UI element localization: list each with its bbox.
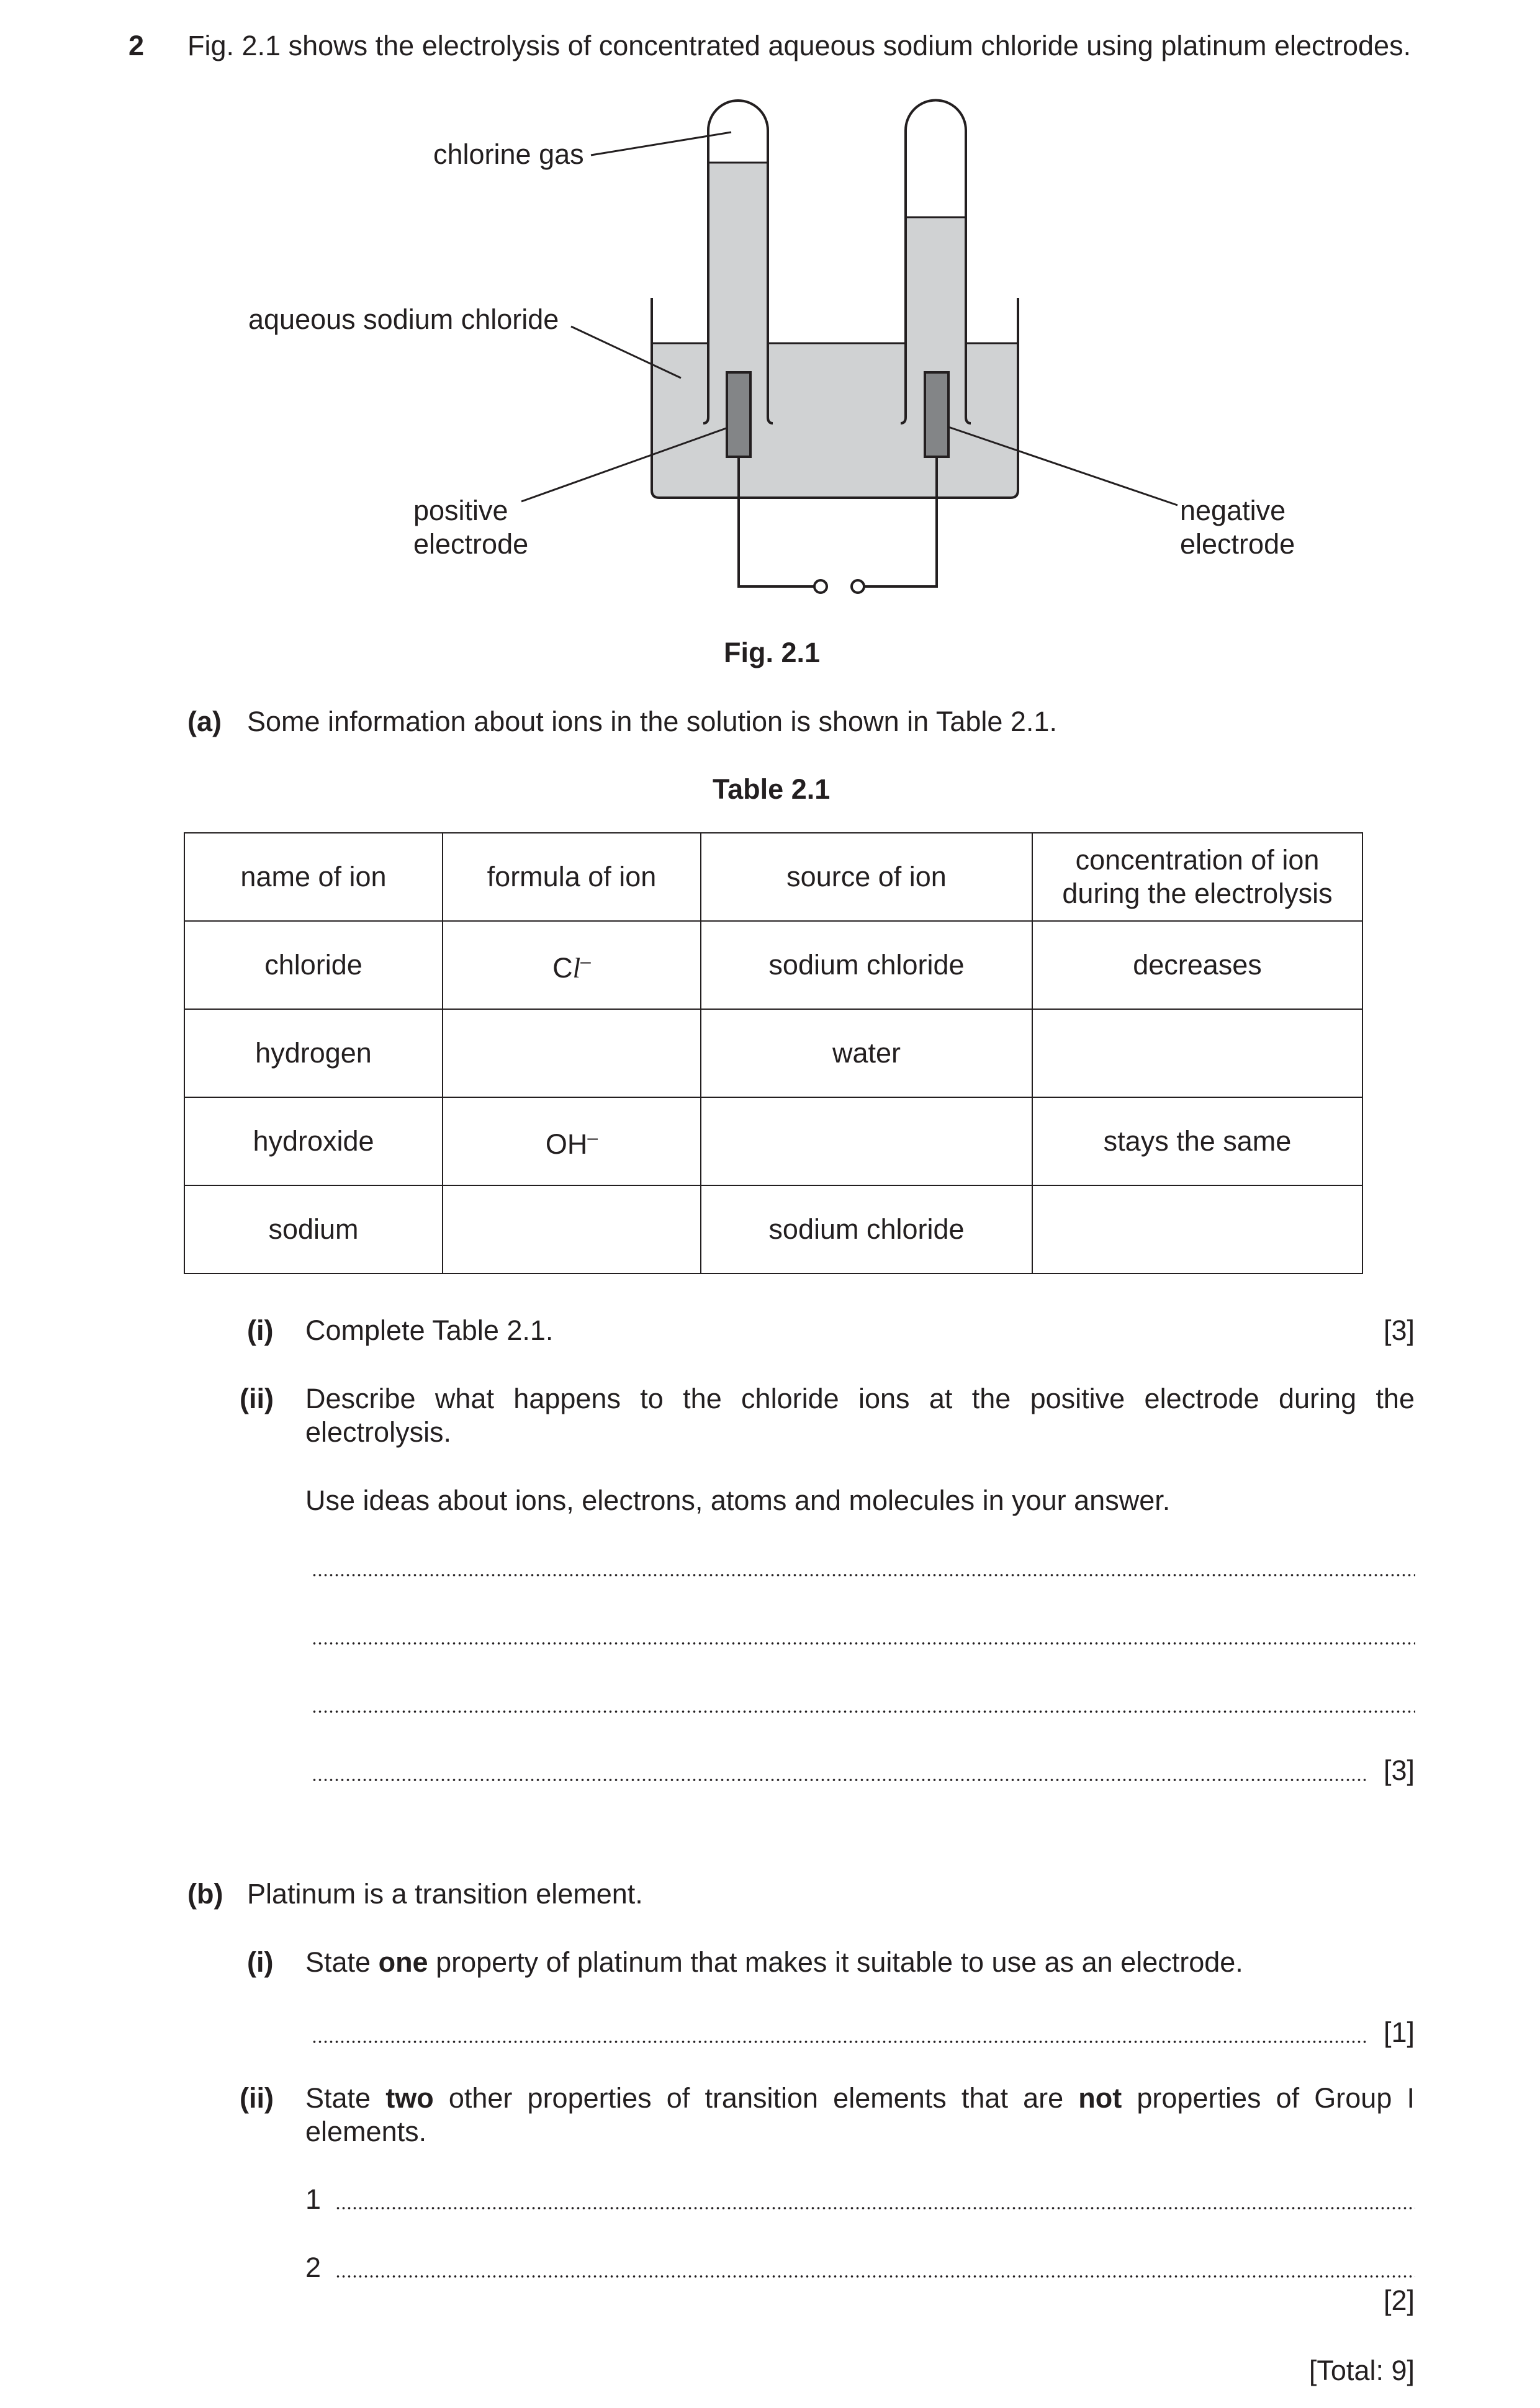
table-row [184, 1097, 1362, 1185]
part-b-ii-marks: [2] [1383, 2284, 1415, 2316]
terminal-left [814, 580, 827, 593]
part-a-text: Some information about ions in the solution is shown in Table 2.1. [247, 706, 1057, 737]
part-b-ii-bold2: not [1078, 2082, 1122, 2114]
part-b-label: (b) [187, 1878, 223, 1910]
part-b-i-bold: one [378, 1946, 428, 1978]
table-row [184, 1185, 1362, 1274]
cell-concentration-answer[interactable] [1032, 1185, 1362, 1274]
part-b-i-pre: State [305, 1946, 379, 1978]
cell-name: sodium [184, 1185, 443, 1274]
cell-formula-answer[interactable] [443, 1185, 701, 1274]
part-a-ii-label: (ii) [240, 1383, 274, 1414]
table-row [184, 1009, 1362, 1097]
formula-l: l [572, 953, 581, 984]
answer-line[interactable] [335, 2275, 1415, 2278]
formula-charge: – [587, 1128, 598, 1148]
ion-table [184, 832, 1363, 1274]
answer-number-1: 1 [305, 2183, 322, 2215]
label-chlorine-gas: chlorine gas [433, 138, 584, 170]
positive-electrode [727, 372, 750, 457]
cell-concentration: stays the same [1032, 1097, 1362, 1185]
question-intro: Fig. 2.1 shows the electrolysis of concentrated aqueous sodium chloride using platinum electrodes. [187, 30, 1412, 61]
part-a-ii-instruction: Use ideas about ions, electrons, atoms and molecules in your answer. [305, 1485, 1171, 1516]
answer-line[interactable] [312, 2041, 1367, 2043]
part-b-text: Platinum is a transition element. [247, 1878, 643, 1910]
part-b-i-text [305, 1946, 1243, 1979]
part-b-ii-bold1: two [385, 2082, 434, 2114]
part-a-ii-text-line1: Describe what happens to the chloride ions at the positive electrode during the [305, 1383, 1415, 1414]
header-concentration-line1: concentration of ion [1075, 844, 1320, 876]
part-a-label: (a) [187, 706, 222, 737]
part-b-i-post: property of platinum that makes it suitable to use as an electrode. [428, 1946, 1243, 1978]
cell-source: water [701, 1009, 1032, 1097]
question-number: 2 [128, 30, 145, 61]
leader-chlorine-gas [591, 132, 731, 155]
table-header-row [184, 833, 1362, 921]
electrolysis-diagram [0, 0, 1540, 683]
formula-base: OH [545, 1128, 588, 1160]
header-concentration [1032, 833, 1362, 921]
cell-name: hydroxide [184, 1097, 443, 1185]
total-marks: [Total: 9] [1308, 2355, 1415, 2386]
header-source-of-ion: source of ion [701, 833, 1032, 921]
part-b-ii-pre: State [305, 2082, 386, 2114]
part-b-ii-text-line1 [305, 2082, 1415, 2115]
cell-name: chloride [184, 921, 443, 1009]
cell-concentration: decreases [1032, 921, 1362, 1009]
cell-concentration-answer[interactable] [1032, 1009, 1362, 1097]
label-negative-line1: negative [1180, 495, 1286, 526]
cell-formula [443, 1097, 701, 1185]
terminal-right [852, 580, 864, 593]
part-a-i-marks: [3] [1383, 1314, 1415, 1346]
label-positive-line2: electrode [413, 528, 529, 560]
negative-electrode [925, 372, 948, 457]
part-b-ii-mid: other properties of transition elements that are [433, 2082, 1079, 2114]
part-a-i-label: (i) [247, 1314, 274, 1346]
part-a-ii-marks: [3] [1383, 1754, 1415, 1786]
part-a-i-text: Complete Table 2.1. [305, 1314, 554, 1346]
header-concentration-line2: during the electrolysis [1062, 878, 1333, 909]
answer-number-2: 2 [305, 2252, 322, 2283]
header-formula-of-ion: formula of ion [443, 833, 701, 921]
cell-source: sodium chloride [701, 921, 1032, 1009]
cell-name: hydrogen [184, 1009, 443, 1097]
answer-line[interactable] [335, 2207, 1415, 2209]
part-b-i-label: (i) [247, 1946, 274, 1978]
cell-source-answer[interactable] [701, 1097, 1032, 1185]
header-name-of-ion: name of ion [184, 833, 443, 921]
cell-formula-answer[interactable] [443, 1009, 701, 1097]
answer-line[interactable] [312, 1642, 1415, 1645]
part-b-ii-post: properties of Group I [1122, 2082, 1415, 2114]
label-positive-line1: positive [413, 495, 508, 526]
answer-line[interactable] [312, 1574, 1415, 1576]
table-caption: Table 2.1 [713, 773, 831, 805]
part-b-ii-text-line2: elements. [305, 2116, 427, 2147]
label-aqueous-sodium-chloride: aqueous sodium chloride [248, 303, 559, 335]
figure-caption: Fig. 2.1 [724, 637, 821, 668]
answer-line[interactable] [312, 1779, 1367, 1781]
formula-base: C [552, 952, 573, 984]
answer-line[interactable] [312, 1710, 1415, 1713]
part-b-ii-label: (ii) [240, 2082, 274, 2114]
formula-charge: – [580, 951, 591, 972]
part-b-i-marks: [1] [1383, 2016, 1415, 2048]
label-negative-line2: electrode [1180, 528, 1295, 560]
part-a-ii-text-line2: electrolysis. [305, 1416, 452, 1448]
cell-formula [443, 921, 701, 1009]
cell-source: sodium chloride [701, 1185, 1032, 1274]
table-row [184, 921, 1362, 1009]
